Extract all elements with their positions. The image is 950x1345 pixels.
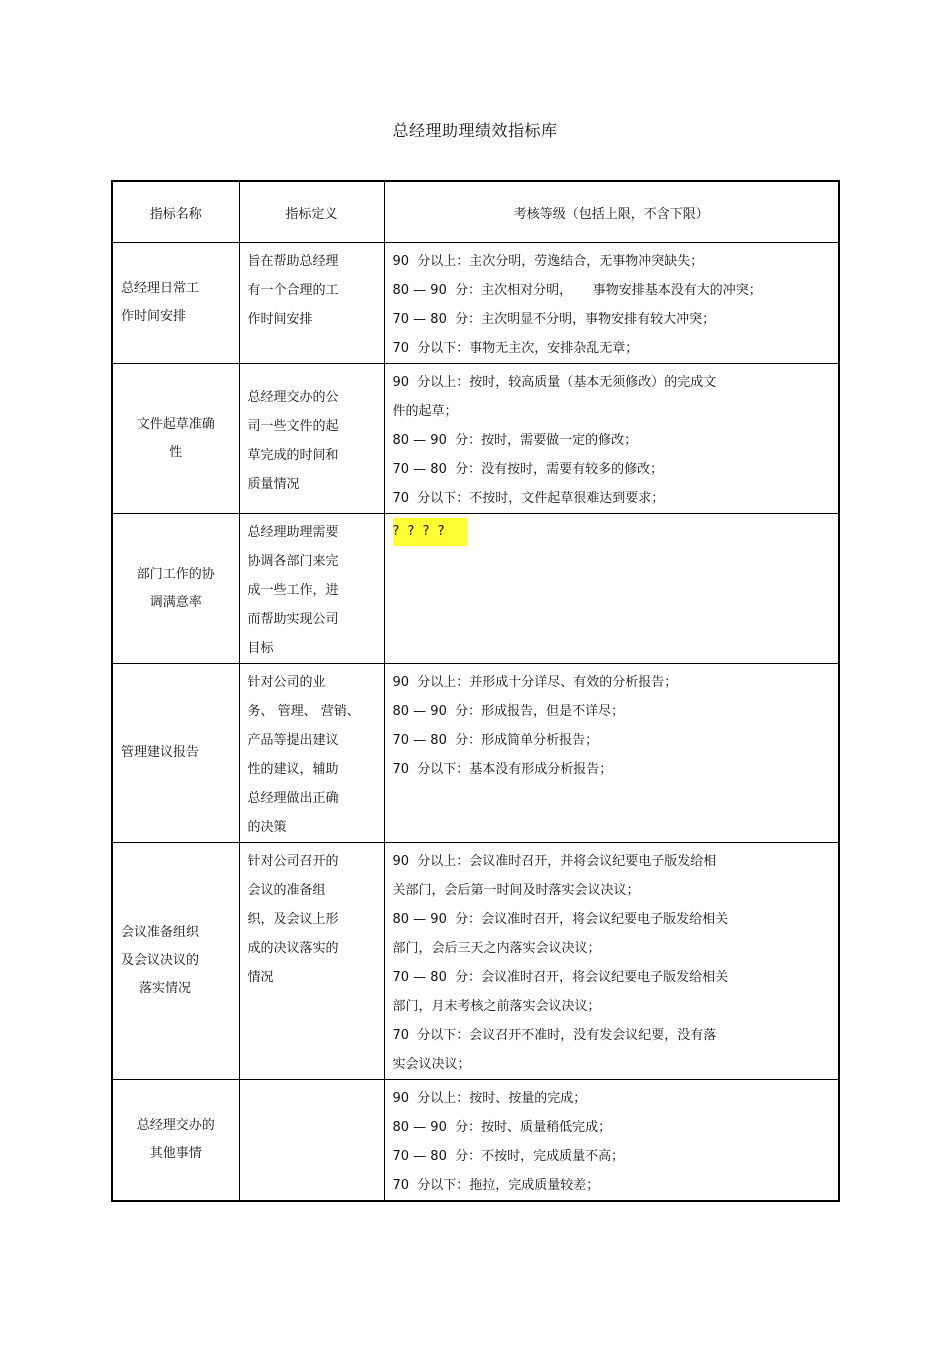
table-row [112,514,839,664]
grade-line: 90 分以上：按时，较高质量（基本无须修改）的完成文 [392,375,717,390]
indicator-name [112,364,239,514]
grade-line: 70 分以下：事物无主次，安排杂乱无章； [392,341,639,356]
definition-line: 有一个合理的工 [247,283,339,298]
indicator-name [112,664,239,843]
grade-line: 80 — 90 分：按时、质量稍低完成； [392,1120,612,1135]
name-line: 管理建议报告 [121,745,200,760]
name-line: 性 [169,444,183,460]
definition-line: 成一些工作，进 [247,583,339,598]
grade-line: 70 分以下：基本没有形成分析报告； [392,762,613,777]
name-line: 其他事情 [149,1146,202,1161]
grade-line: 70 — 80 分：会议准时召开，将会议纪要电子版发给相关 [392,970,729,985]
definition-line: 务、 管理、 营销、 [247,704,360,719]
header-grade: 考核等级（包括上限，不含下限） [384,181,839,243]
indicator-definition [239,243,384,364]
name-line: 文件起草准确 [136,416,215,432]
grade-line: 关部门，会后第一时间及时落实会议决议； [392,883,640,898]
table-row [112,664,839,843]
grade-line: 件的起草； [392,404,458,419]
name-line: 总经理交办的 [136,1118,215,1133]
grade-line: 80 — 90 分：主次相对分明， 事物安排基本没有大的冲突； [392,283,762,298]
definition-line: 针对公司召开的 [247,854,339,869]
indicator-definition [239,364,384,514]
definition-line: 目标 [247,641,274,656]
grade-line: 70 — 80 分：形成简单分析报告； [392,733,599,748]
grade-line: 部门，会后三天之内落实会议决议； [392,941,601,956]
table-row [112,243,839,364]
page-title: 总经理助理绩效指标库 [392,121,558,140]
definition-line: 协调各部门来完 [247,554,339,569]
definition-line: 产品等提出建议 [247,733,339,748]
grade-line: 80 — 90 分：形成报告，但是不详尽； [392,704,625,719]
definition-line: 作时间安排 [247,312,313,327]
name-line: 作时间安排 [121,309,187,324]
indicator-grade [384,514,839,664]
indicator-grade [384,1080,839,1202]
name-line: 总经理日常工 [121,281,200,296]
definition-line: 草完成的时间和 [247,447,339,463]
definition-line: 而帮助实现公司 [247,612,339,627]
definition-line: 质量情况 [247,476,300,492]
definition-line: 成的决议落实的 [247,941,339,956]
indicator-grade [384,664,839,843]
highlighted-placeholder: ? ? ? ? [393,518,467,546]
table-row [112,1080,839,1202]
grade-line: 70 分以下：不按时，文件起草很难达到要求； [392,491,665,506]
grade-line: 实会议决议； [392,1057,471,1072]
indicator-name [112,843,239,1080]
name-line: 会议准备组织 [121,925,200,940]
definition-line: 情况 [247,970,274,985]
grade-line: 80 — 90 分：会议准时召开，将会议纪要电子版发给相关 [392,912,729,927]
grade-line: 70 — 80 分：没有按时，需要有较多的修改； [392,462,664,477]
indicator-definition [239,1080,384,1202]
definition-line: 会议的准备组 [247,883,326,898]
indicator-definition [239,514,384,664]
indicator-grade [384,843,839,1080]
header-name: 指标名称 [112,181,239,243]
definition-line: 织，及会议上形 [247,912,339,927]
table-row [112,843,839,1080]
table-header-row [112,181,839,243]
grade-line: 部门，月末考核之前落实会议决议； [392,999,601,1014]
indicator-grade [384,364,839,514]
indicator-name [112,243,239,364]
name-line: 落实情况 [139,981,192,996]
definition-line: 总经理交办的公 [247,389,339,405]
grade-line: 70 分以下：会议召开不准时，没有发会议纪要，没有落 [392,1028,717,1043]
kpi-table [111,180,840,1202]
grade-line: 70 — 80 分：主次明显不分明，事物安排有较大冲突； [392,312,716,327]
grade-line: 90 分以上：会议准时召开，并将会议纪要电子版发给相 [392,854,717,869]
indicator-grade [384,243,839,364]
header-definition: 指标定义 [239,181,384,243]
definition-line: 总经理助理需要 [247,525,339,540]
definition-line: 司一些文件的起 [247,418,339,434]
indicator-name [112,514,239,664]
grade-line: 80 — 90 分：按时，需要做一定的修改； [392,433,638,448]
grade-line: 90 分以上：并形成十分详尽、有效的分析报告； [392,675,678,690]
name-line: 部门工作的协 [136,566,215,582]
table-row [112,364,839,514]
definition-line: 的决策 [247,820,287,835]
definition-line: 总经理做出正确 [247,791,339,806]
definition-line: 针对公司的业 [247,675,326,690]
definition-line: 旨在帮助总经理 [247,254,339,269]
indicator-definition [239,664,384,843]
name-line: 调满意率 [149,594,202,610]
grade-line: 90 分以上：主次分明，劳逸结合，无事物冲突缺失； [392,254,704,269]
indicator-definition [239,843,384,1080]
grade-line: 90 分以上：按时、按量的完成； [392,1091,587,1106]
grade-line: 70 分以下：拖拉，完成质量较差； [392,1178,600,1193]
name-line: 及会议决议的 [121,953,200,968]
grade-line: 70 — 80 分：不按时，完成质量不高； [392,1149,625,1164]
definition-line: 性的建议，辅助 [247,762,339,777]
indicator-name [112,1080,239,1202]
